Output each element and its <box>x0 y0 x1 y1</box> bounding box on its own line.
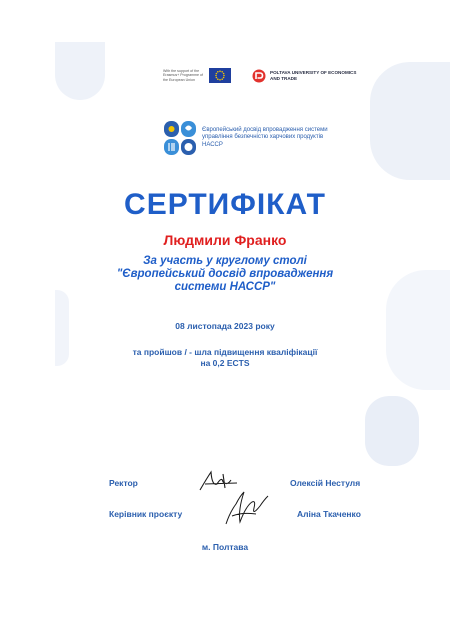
decorative-shape <box>55 42 105 100</box>
decorative-shape <box>365 396 419 466</box>
credit-text <box>0 347 450 369</box>
project-manager-name: Аліна Ткаченко <box>297 509 361 519</box>
rector-name: Олексій Нестуля <box>290 478 361 488</box>
participation-text <box>0 255 450 294</box>
eu-support-text: With the support of the Erasmus+ Programme of the European Union <box>163 68 204 82</box>
pueet-logo-icon <box>252 69 266 83</box>
event-date: 08 листопада 2023 року <box>175 321 275 331</box>
eu-support-logo <box>163 68 231 83</box>
participation-line: За участь у круглому столі <box>143 255 307 267</box>
participation-line: системи НАССР" <box>174 281 276 293</box>
manager-signature <box>222 486 274 530</box>
certificate-title: СЕРТИФІКАТ <box>124 188 326 221</box>
project-name: Європейський досвід впровадження системи управління безпечністю харчових продуктів НАССР <box>202 126 328 148</box>
project-manager-title: Керівник проєкту <box>109 509 183 519</box>
project-logo <box>163 120 332 156</box>
recipient-name: Людмили Франко <box>163 232 287 248</box>
university-name: POLTAVA UNIVERSITY OF ECONOMICS AND TRADE <box>270 70 357 81</box>
participation-line: "Європейський досвід впровадження <box>116 268 334 280</box>
haccp-project-logo-icon <box>163 120 197 156</box>
decorative-shape <box>370 62 450 180</box>
university-logo <box>252 69 360 83</box>
eu-flag-icon <box>209 68 231 83</box>
credit-line: та пройшов / - шла підвищення кваліфікації <box>132 347 318 357</box>
rector-title: Ректор <box>109 478 138 488</box>
city-label: м. Полтава <box>201 542 249 552</box>
credit-line: на 0,2 ECTS <box>200 358 250 368</box>
